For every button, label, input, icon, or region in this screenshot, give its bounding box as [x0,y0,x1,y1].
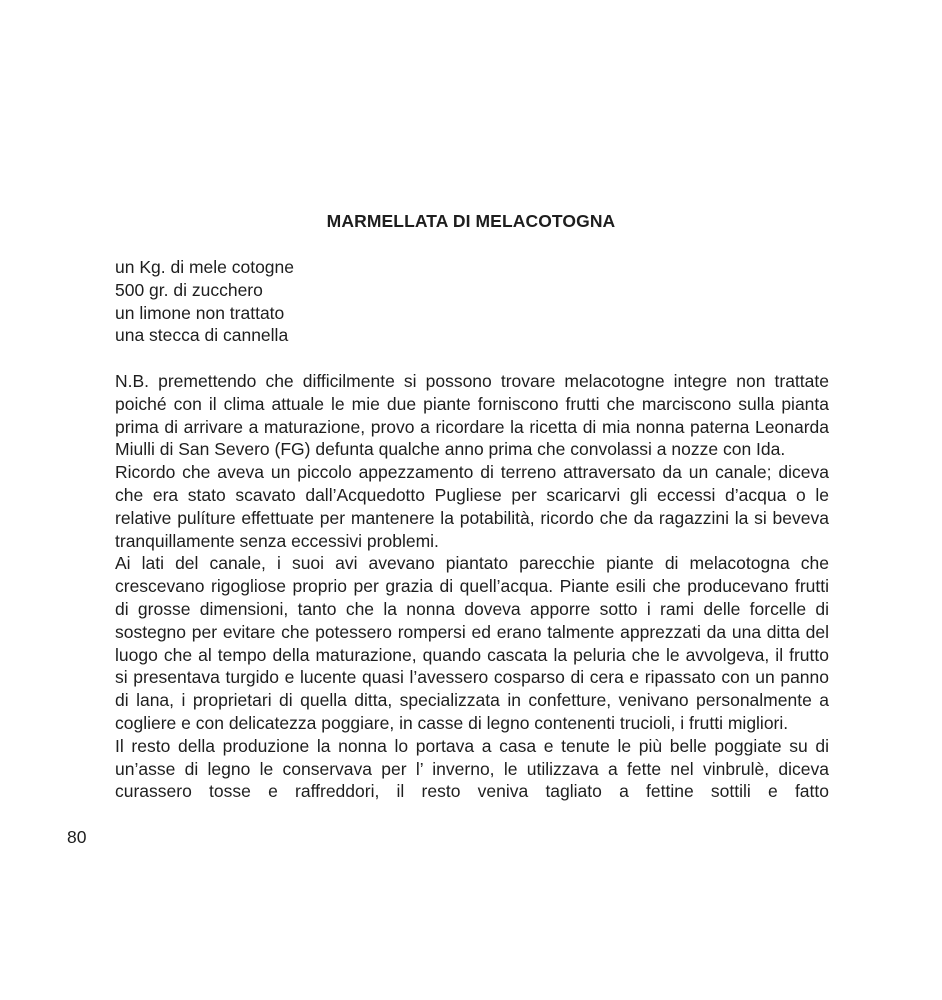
ingredient-item: 500 gr. di zucchero [115,279,263,300]
paragraph: Ricordo che aveva un piccolo appezzamento di terreno attraversato da un canale; diceva che era stato scavato dall’Acquedotto Pugliese per scaricarvi gli eccessi d’acqua o le relative pulíture effettuate per mantenere la potabilità, ricordo che da ragazzini la si beveva tranquillamente senza eccessivi problemi. [115,462,829,551]
recipe-body [115,370,829,803]
paragraph: N.B. premettendo che difficilmente si possono trovare melacotogne integre non trattate poiché con il clima attuale le mie due piante forniscono frutti che marciscono sulla pianta prima di arrivare a maturazione, provo a ricordare la ricetta di mia nonna paterna Leonarda Miulli di San Severo (FG) defunta qualche anno prima che convolassi a nozze con Ida. [115,371,829,460]
recipe-title: MARMELLATA DI MELACOTOGNA [326,211,616,231]
ingredient-item: una stecca di cannella [115,325,289,346]
page-number: 80 [67,827,87,847]
ingredient-item: un limone non trattato [115,302,285,323]
ingredients-list [115,256,294,347]
paragraph: Il resto della produzione la nonna lo portava a casa e tenute le più belle poggiate su di un’asse di legno le conservava per l’ inverno, le utilizzava a fette nel vinbrulè, diceva curassero tosse e raffreddori, il resto veniva tagliato a fettine sottili e fatto [115,735,829,802]
paragraph: Ai lati del canale, i suoi avi avevano piantato parecchie piante di melacotogna che crescevano rigogliose proprio per grazia di quell’acqua. Piante esili che producevano frutti di grosse dimensioni, tanto che la nonna doveva apporre sotto i rami delle forcelle di sostegno per evitare che potessero rompersi ed erano talmente apprezzati da una ditta del luogo che al tempo della maturazione, quando cascata la peluria che le avvolgeva, il frutto si presentava turgido e lucente quasi l’avessero cosparso di cera e ripassato con un panno di lana, i proprietari di quella ditta, specializzata in confetture, venivano personalmente a cogliere e con delicatezza poggiare, in casse di legno contenenti trucioli, i frutti migliori. [115,553,829,733]
ingredient-item: un Kg. di mele cotogne [115,257,295,277]
